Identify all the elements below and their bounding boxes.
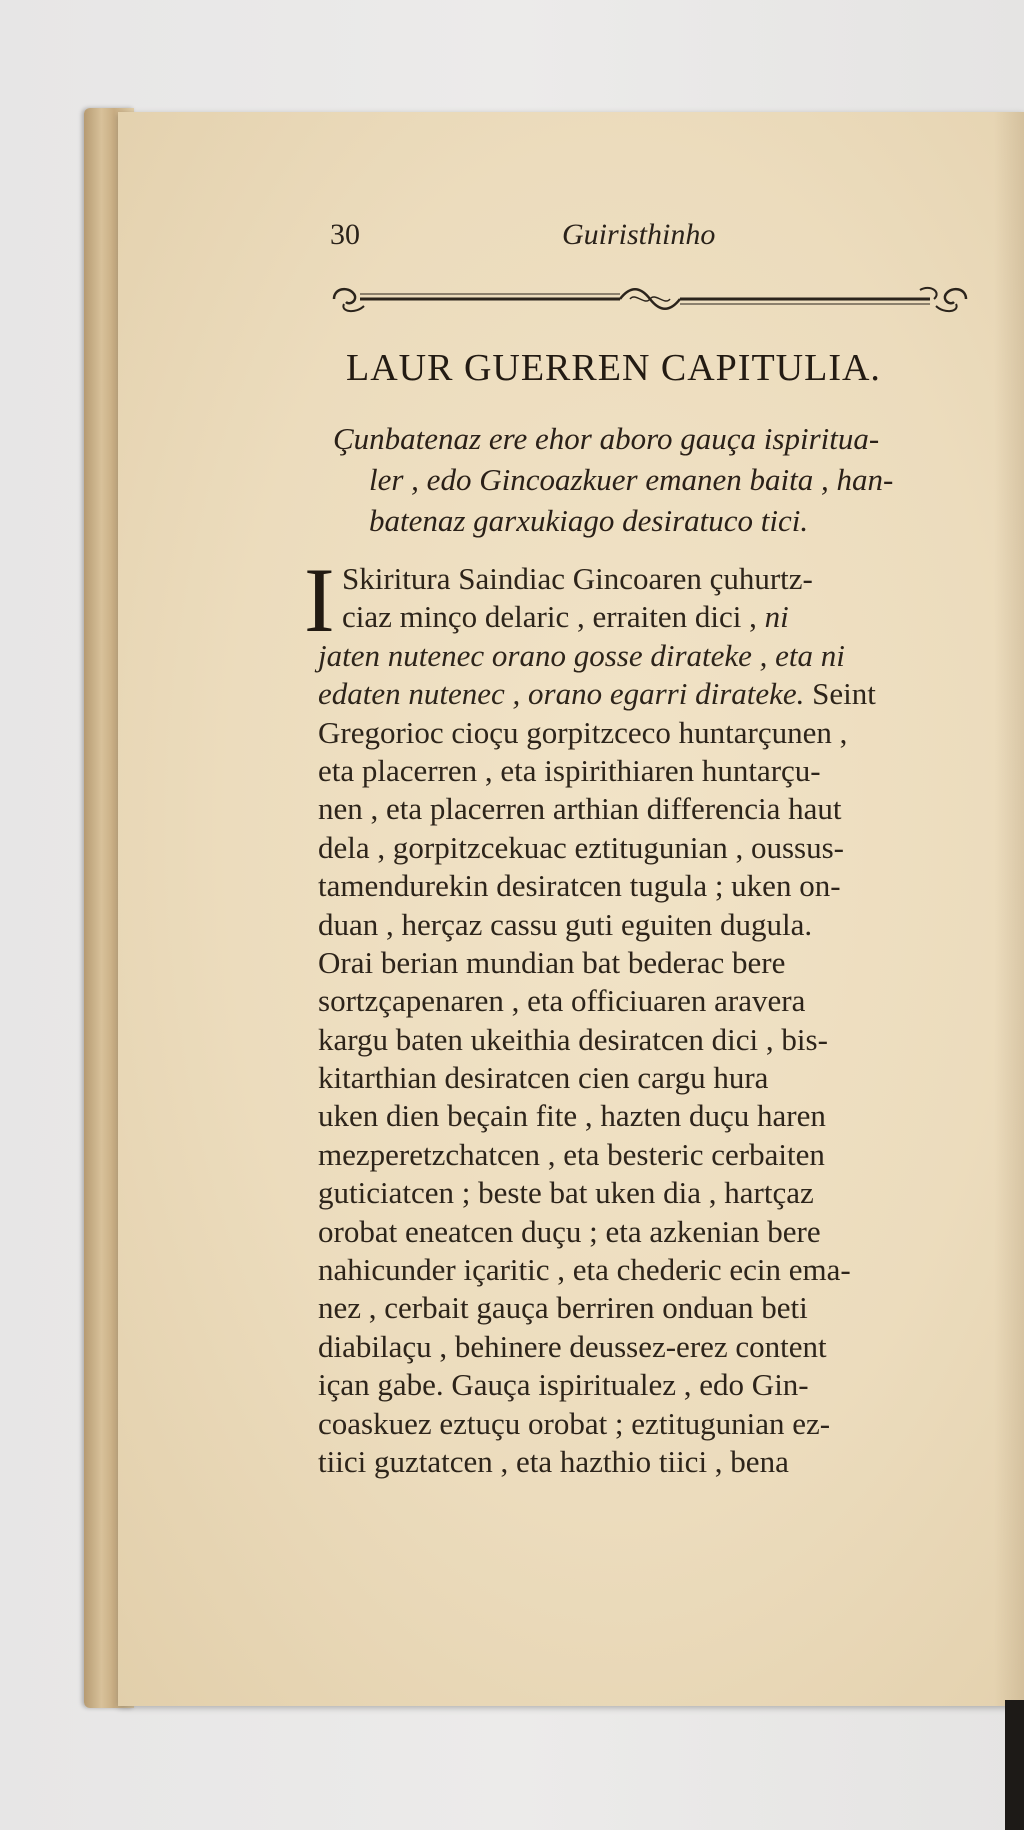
bookmark-ribbon (1005, 1700, 1024, 1830)
text-line: eta placerren , eta ispirithiaren huntarçu- (318, 752, 821, 788)
text-line (318, 598, 958, 636)
body-text (318, 560, 958, 1481)
text-line: sortzçapenaren , eta officiuaren aravera (318, 983, 806, 1019)
summary-line: Çunbatenaz ere ehor aboro gauça ispiritua- (333, 421, 880, 456)
chapter-summary (333, 418, 959, 541)
text-line (318, 560, 958, 598)
text-line: dela , gorpitzcekuac eztitugunian , oussus- (318, 829, 844, 865)
text-line: nez , cerbait gauça berriren onduan beti (318, 1290, 808, 1326)
text-line: tamendurekin desiratcen tugula ; uken on- (318, 868, 841, 904)
drop-cap-initial: I (304, 549, 335, 651)
text-line: mezperetzchatcen , eta besteric cerbaiten (318, 1136, 825, 1172)
italic-text-segment: jaten nutenec orano gosse dirateke , eta ni (318, 637, 845, 673)
text-line: guticiatcen ; beste bat uken dia , hartçaz (318, 1175, 814, 1211)
italic-text-segment: ni (764, 599, 789, 635)
text-segment: Skiritura Saindiac Gincoaren çuhurtz- (342, 561, 813, 596)
decorative-rule-ornament (330, 282, 970, 316)
text-line: duan , herçaz cassu guti eguiten dugula. (318, 906, 813, 942)
text-line: Gregorioc cioçu gorpitzceco huntarçunen , (318, 714, 848, 750)
running-head: Guiristhinho (562, 218, 716, 251)
text-line: Orai berian mundian bat bederac bere (318, 944, 786, 980)
text-line: kitarthian desiratcen cien cargu hura (318, 1060, 769, 1096)
text-line: tiici guztatcen , eta hazthio tiici , bena (318, 1443, 789, 1479)
page-header (330, 218, 930, 258)
summary-line: batenaz garxukiago desiratuco tici. (369, 503, 809, 538)
text-segment: ciaz minço delaric , erraiten dici , (342, 599, 765, 635)
italic-text-segment: edaten nutenec , orano egarri dirateke. (318, 676, 805, 712)
page-gutter-shadow (994, 112, 1024, 1706)
text-line (318, 675, 958, 713)
text-line: diabilaçu , behinere deussez-erez content (318, 1328, 827, 1364)
page-number: 30 (330, 218, 360, 251)
text-line: nahicunder içaritic , eta chederic ecin ema- (318, 1252, 851, 1288)
text-line: uken dien beçain fite , hazten duçu haren (318, 1098, 826, 1134)
text-line: nen , eta placerren arthian differencia haut (318, 791, 842, 827)
text-line: coaskuez eztuçu orobat ; eztitugunian ez- (318, 1405, 831, 1441)
text-segment: Seint (804, 676, 876, 712)
chapter-title: LAUR GUERREN CAPITULIA. (346, 347, 881, 389)
text-line: kargu baten ukeithia desiratcen dici , bis- (318, 1021, 828, 1057)
text-line: içan gabe. Gauça ispiritualez , edo Gin- (318, 1367, 809, 1403)
text-line (318, 637, 958, 675)
text-line: orobat eneatcen duçu ; eta azkenian bere (318, 1213, 821, 1249)
summary-line: ler , edo Gincoazkuer emanen baita , han- (369, 462, 894, 497)
